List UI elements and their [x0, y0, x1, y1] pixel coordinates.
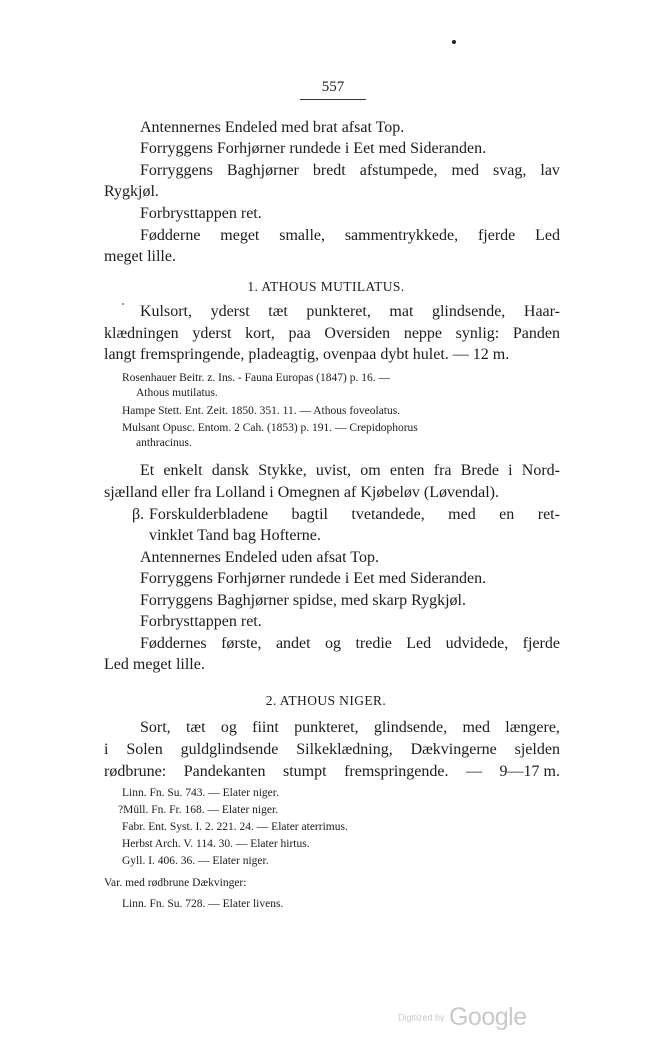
word: dansk — [211, 462, 250, 479]
word: meget — [220, 227, 260, 244]
word: Brede — [460, 462, 499, 479]
ink-speck — [452, 40, 456, 44]
word: tredie — [355, 635, 392, 652]
variety-line: vinklet Tand bag Hofterne. — [149, 527, 321, 544]
word: Kulsort, — [140, 303, 192, 320]
watermark-prefix: Digitized by — [398, 1012, 445, 1023]
word: tæt — [268, 303, 288, 320]
reference-line: Linn. Fn. Su. 743. — Elater niger. — [122, 787, 279, 799]
word: synlig: — [455, 325, 500, 342]
text-line: Forbrysttappen ret. — [140, 205, 262, 222]
word: glindsende, — [431, 303, 506, 320]
word: længere, — [505, 719, 560, 736]
word: bagtil — [291, 506, 328, 523]
word: med — [462, 719, 490, 736]
word: første, — [221, 635, 262, 652]
word: Baghjørner — [226, 162, 299, 179]
word: i — [104, 741, 109, 758]
description-line — [104, 324, 560, 344]
description-line — [140, 718, 560, 738]
species-heading: 2. ATHOUS NIGER. — [265, 693, 387, 708]
word: Led — [535, 227, 560, 244]
word: om — [360, 462, 381, 479]
species-heading: 1. ATHOUS MUTILATUS. — [247, 279, 405, 294]
word: med — [448, 506, 476, 523]
description-line — [104, 740, 560, 760]
word: mat — [389, 303, 414, 320]
reference-line: Fabr. Ent. Syst. I. 2. 221. 24. — Elater aterrimus. — [122, 821, 348, 833]
word: enten — [389, 462, 425, 479]
page-number-rule — [300, 99, 366, 100]
word: — — [465, 763, 482, 780]
word: yderst — [192, 325, 232, 342]
description-line: langt fremspringende, pladeagtig, ovenpaa dybt hulet. — 12 m. — [104, 346, 510, 363]
word: Sort, — [140, 719, 171, 736]
word: Pandekanten — [183, 763, 266, 780]
word: lav — [540, 162, 560, 179]
digitized-by-google-watermark — [398, 1003, 527, 1032]
word: Haar- — [523, 303, 560, 320]
word: yderst — [210, 303, 250, 320]
text-line: Antennernes Endeled med brat afsat Top. — [140, 119, 405, 136]
word: svag, — [493, 162, 527, 179]
character-line-justified — [140, 634, 560, 654]
word: Et — [140, 462, 155, 479]
word: klædningen — [104, 325, 179, 342]
description-line — [140, 302, 560, 322]
word: andet — [275, 635, 311, 652]
word: Forryggens — [140, 162, 213, 179]
reference-line: Athous mutilatus. — [136, 387, 218, 399]
word: fra — [433, 462, 452, 479]
word: afstumpede, — [359, 162, 438, 179]
word: og — [220, 719, 237, 736]
locality-line: sjælland eller fra Lolland i Omegnen af Kjøbeløv (Løvendal). — [104, 484, 499, 501]
variety-label: Var. med rødbrune Dækvinger: — [104, 877, 247, 889]
word: Fødderne — [140, 227, 201, 244]
word: smalle, — [279, 227, 325, 244]
word: i — [508, 462, 513, 479]
character-line: Led meget lille. — [104, 656, 205, 673]
word: tvetandede, — [351, 506, 425, 523]
word: ret- — [537, 506, 560, 523]
word: sammentrykkede, — [344, 227, 459, 244]
word: rødbrune: — [104, 763, 167, 780]
word: guldglindsende — [180, 741, 279, 758]
text-line: Forryggens Forhjørner rundede i Eet med Sideranden. — [140, 140, 487, 157]
description-line — [104, 762, 560, 782]
word: stumpt — [282, 763, 327, 780]
reference-line: Herbst Arch. V. 114. 30. — Elater hirtus. — [122, 838, 310, 850]
text-line-justified — [140, 226, 560, 246]
ink-speck — [122, 303, 124, 305]
variety-line — [149, 505, 560, 525]
reference-line: anthracinus. — [136, 437, 192, 449]
reference-line: ?Müll. Fn. Fr. 168. — Elater niger. — [118, 804, 279, 816]
word: punkteret, — [306, 303, 371, 320]
word: og — [325, 635, 342, 652]
reference-line: Mulsant Opusc. Entom. 2 Cah. (1853) p. 191. — Crepidophorus — [122, 422, 418, 434]
word: en — [499, 506, 515, 523]
reference-line: Linn. Fn. Su. 728. — Elater livens. — [122, 898, 284, 910]
page-number: 557 — [321, 79, 345, 95]
text-line: meget lille. — [104, 248, 176, 265]
word: punkteret, — [294, 719, 359, 736]
word: Solen — [126, 741, 163, 758]
text-line: Rygkjøl. — [104, 183, 159, 200]
reference-line: Rosenhauer Beitr. z. Ins. - Fauna Europas (1847) p. 16. — — [122, 372, 390, 384]
word: udvidede, — [445, 635, 509, 652]
word: fjerde — [477, 227, 516, 244]
word: sjelden — [514, 741, 560, 758]
word: paa — [288, 325, 311, 342]
google-logo: Google — [448, 1003, 527, 1031]
word: Stykke, — [258, 462, 307, 479]
reference-line: Hampe Stett. Ent. Zeit. 1850. 351. 11. — Athous foveolatus. — [122, 405, 401, 417]
word: enkelt — [163, 462, 203, 479]
variety-marker: β. — [132, 506, 145, 523]
word: Led — [406, 635, 432, 652]
text-line-justified — [140, 161, 560, 181]
word: med — [451, 162, 480, 179]
word: Dækvingerne — [410, 741, 497, 758]
word: tæt — [185, 719, 206, 736]
word: uvist, — [315, 462, 352, 479]
character-line: Forbrysttappen ret. — [140, 613, 262, 630]
character-line: Forryggens Baghjørner spidse, med skarp Rygkjøl. — [140, 592, 466, 609]
word: fjerde — [522, 635, 560, 652]
word: neppe — [403, 325, 443, 342]
locality-line — [140, 461, 560, 481]
character-line: Antennernes Endeled uden afsat Top. — [140, 549, 379, 566]
word: glindsende, — [373, 719, 448, 736]
word: Nord- — [521, 462, 560, 479]
reference-line: Gyll. I. 406. 36. — Elater niger. — [122, 855, 269, 867]
word: Forskulderbladene — [149, 506, 269, 523]
word: Oversiden — [324, 325, 391, 342]
word: kort, — [245, 325, 275, 342]
word: Føddernes — [140, 635, 207, 652]
character-line: Forryggens Forhjørner rundede i Eet med Sideranden. — [140, 570, 487, 587]
word: fremspringende. — [344, 763, 449, 780]
word: 9—17 m. — [499, 763, 560, 780]
word: fiint — [252, 719, 279, 736]
word: bredt — [312, 162, 346, 179]
word: Silkeklædning, — [296, 741, 393, 758]
word: Panden — [512, 325, 560, 342]
